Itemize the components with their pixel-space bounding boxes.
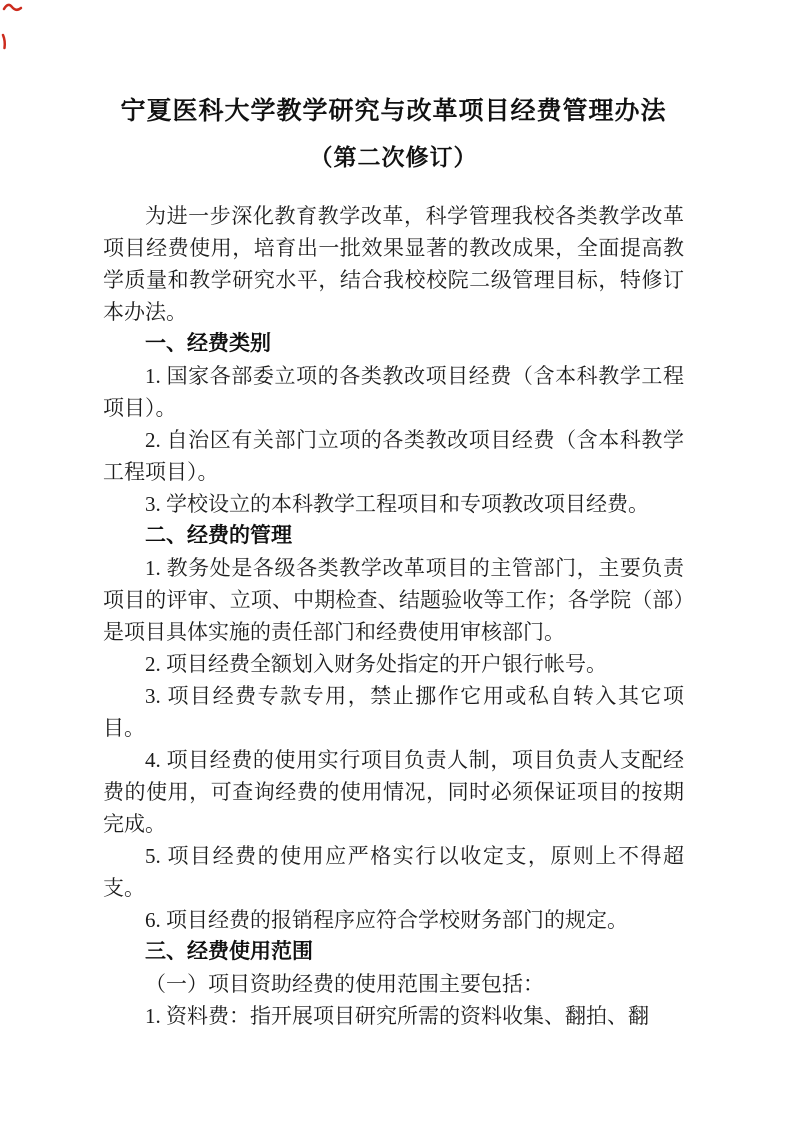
red-pen-mark-icon xyxy=(0,0,32,60)
paragraph: 6. 项目经费的报销程序应符合学校财务部门的规定。 xyxy=(145,908,628,932)
section-heading: 一、经费类别 xyxy=(145,332,271,355)
paragraph: 4. 项目经费的使用实行项目负责人制，项目负责人支配经费的使用，可查询经费的使用情况，同时必须保证项目的按期完成。 xyxy=(103,748,684,836)
paragraph: 2. 项目经费全额划入财务处指定的开户银行帐号。 xyxy=(145,652,607,676)
section-heading: 二、经费的管理 xyxy=(145,524,292,547)
paragraph: 3. 项目经费专款专用，禁止挪作它用或私自转入其它项目。 xyxy=(103,684,684,740)
document-title: 宁夏医科大学教学研究与改革项目经费管理办法 xyxy=(120,97,667,125)
document-subtitle: （第二次修订） xyxy=(309,145,478,170)
document-content xyxy=(103,94,684,1032)
paragraph: （一）项目资助经费的使用范围主要包括： xyxy=(145,972,544,996)
document-body xyxy=(103,200,684,1032)
section-heading: 三、经费使用范围 xyxy=(145,940,313,963)
paragraph: 5. 项目经费的使用应严格实行以收定支，原则上不得超支。 xyxy=(103,844,684,900)
paragraph: 1. 资料费：指开展项目研究所需的资料收集、翻拍、翻 xyxy=(145,1004,649,1028)
paragraph: 1. 国家各部委立项的各类教改项目经费（含本科教学工程项目）。 xyxy=(103,364,684,420)
paragraph: 1. 教务处是各级各类教学改革项目的主管部门，主要负责项目的评审、立项、中期检查、结题验收等工作；各学院（部）是项目具体实施的责任部门和经费使用审核部门。 xyxy=(103,556,684,644)
paragraph: 2. 自治区有关部门立项的各类教改项目经费（含本科教学工程项目）。 xyxy=(103,428,684,484)
paragraph: 3. 学校设立的本科教学工程项目和专项教改项目经费。 xyxy=(145,492,649,516)
paragraph: 为进一步深化教育教学改革，科学管理我校各类教学改革项目经费使用，培育出一批效果显著的教改成果，全面提高教学质量和教学研究水平，结合我校校院二级管理目标，特修订本办法。 xyxy=(103,204,684,324)
